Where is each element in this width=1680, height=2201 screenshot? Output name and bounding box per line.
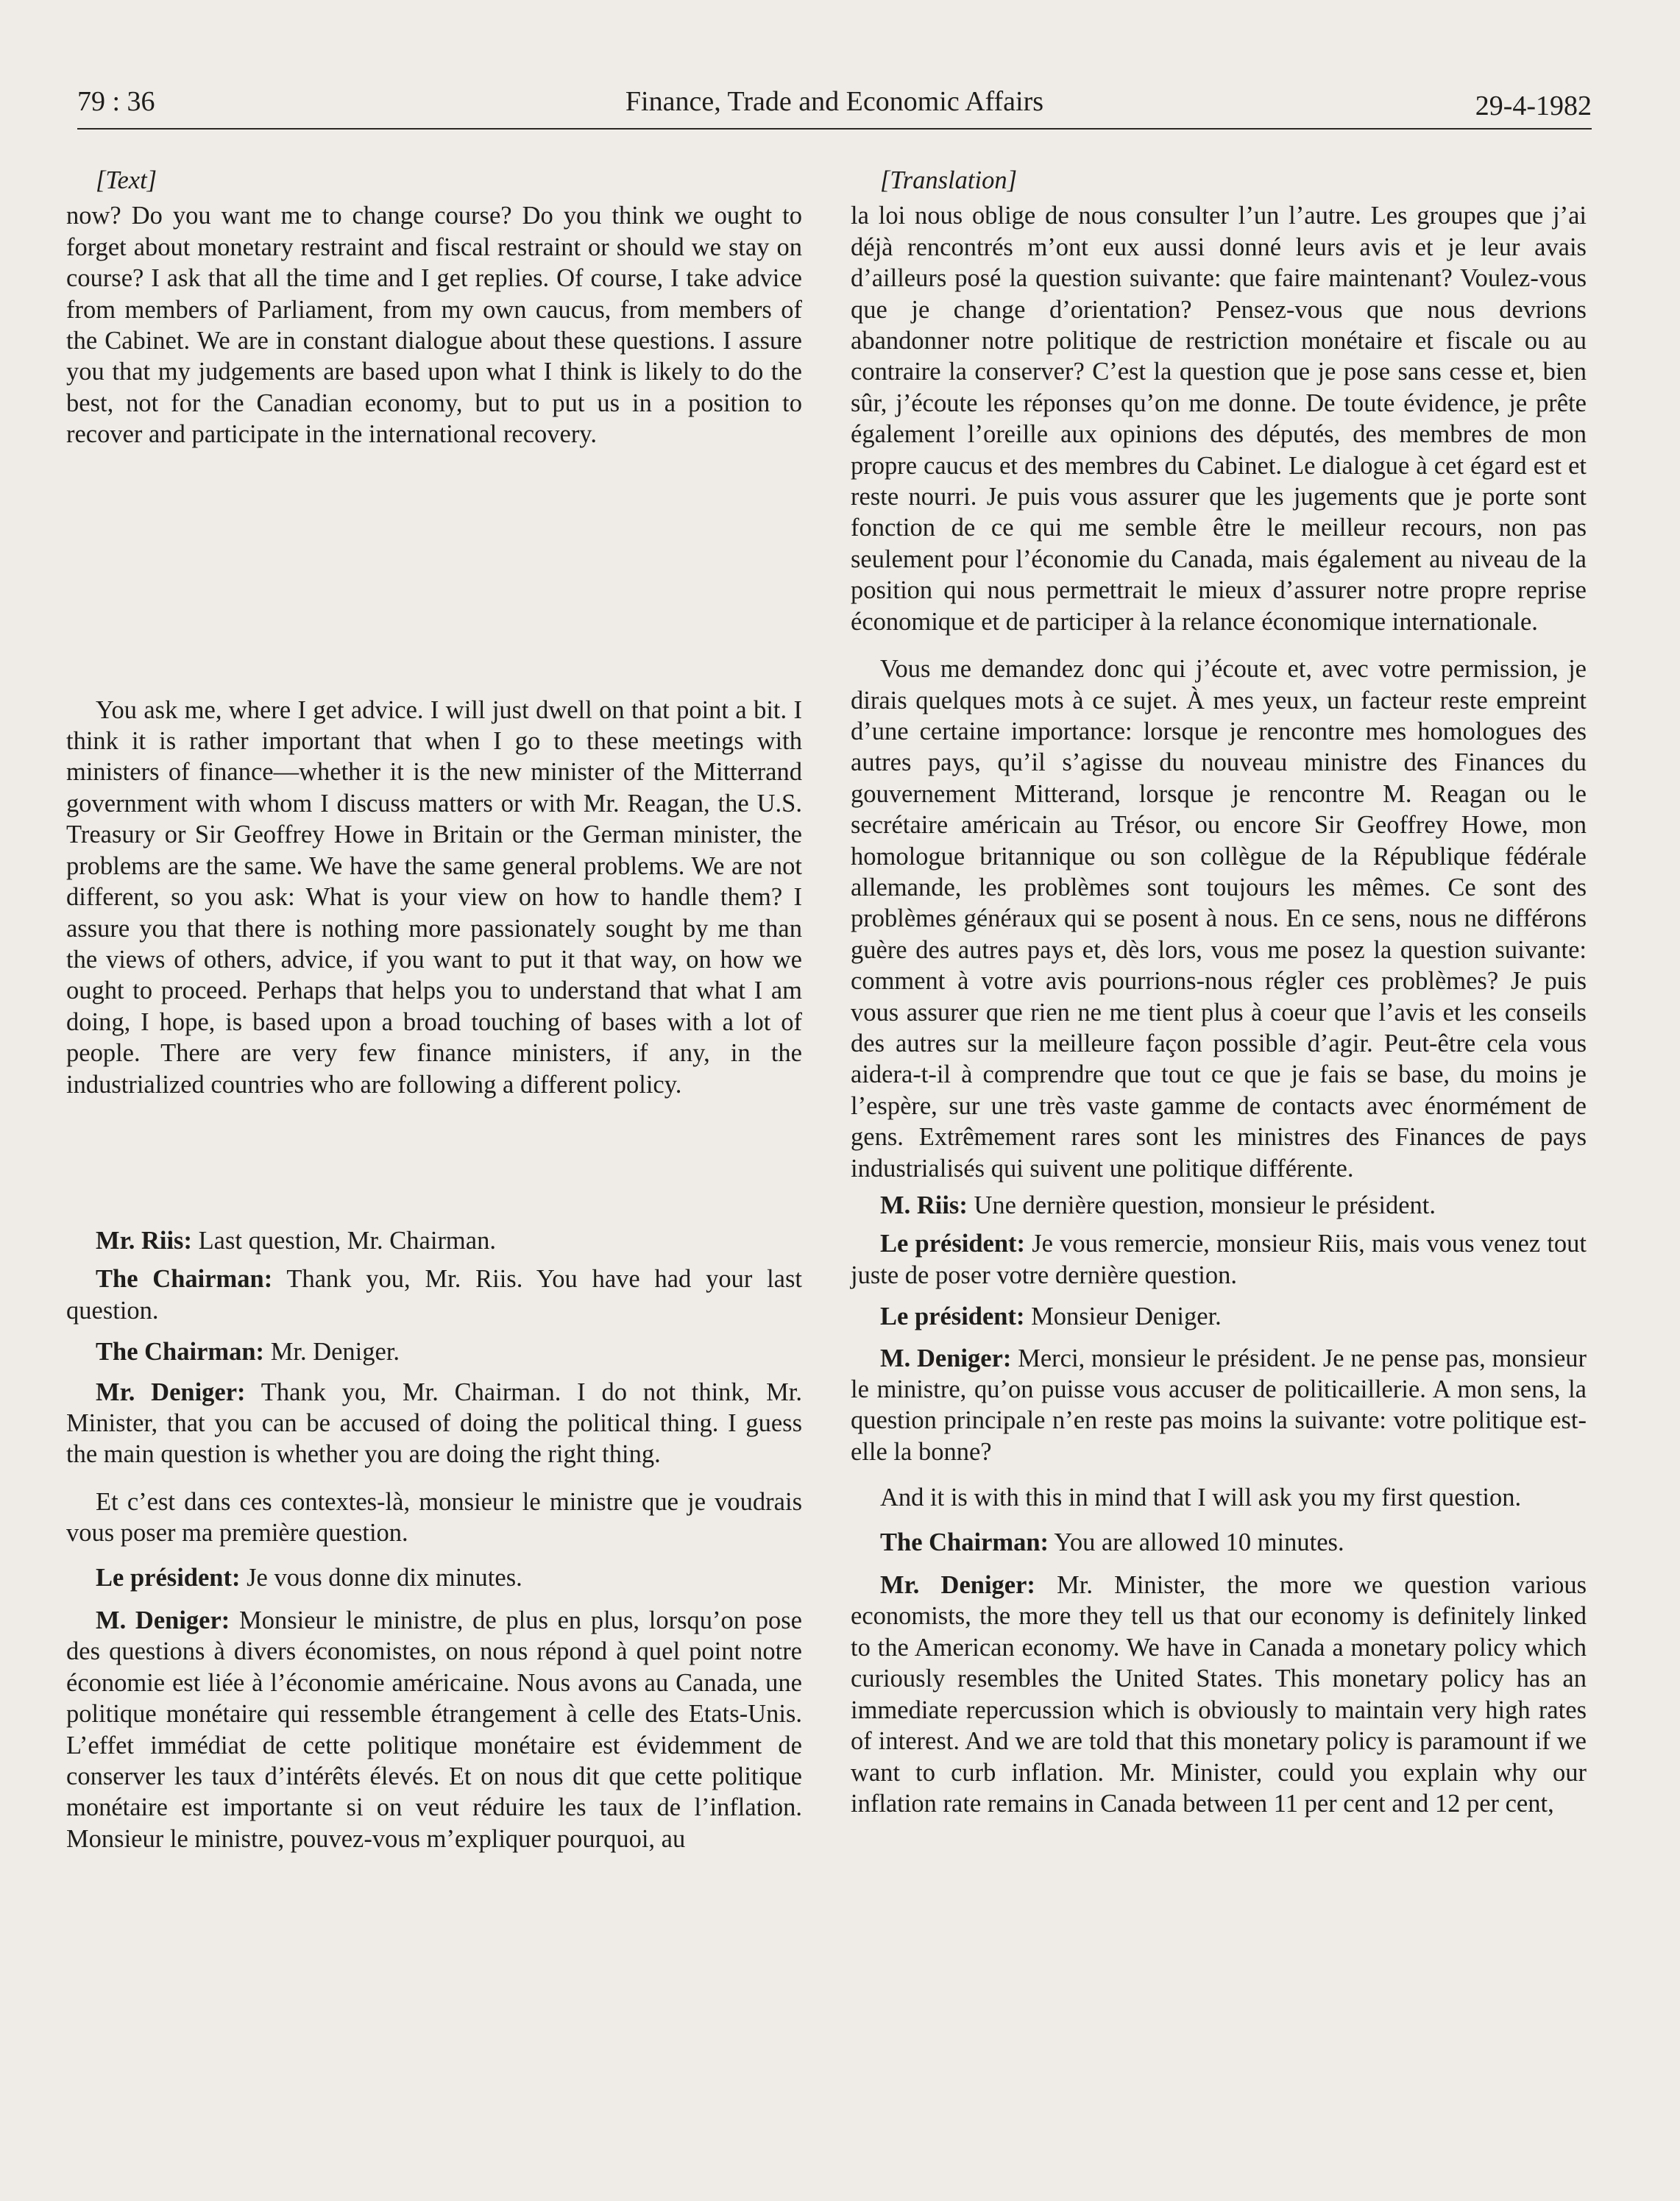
speech-text: Mr. Deniger. bbox=[264, 1338, 400, 1367]
speech-text: You are allowed 10 minutes. bbox=[1049, 1528, 1344, 1556]
speech bbox=[851, 1343, 1587, 1468]
speech bbox=[66, 1605, 802, 1854]
speech-text: Thank you, Mr. Riis. You have had your last question. bbox=[66, 1265, 802, 1325]
speaker-name: Le président: bbox=[880, 1230, 1026, 1258]
paragraph: Vous me demandez donc qui j’écoute et, avec votre permission, je dirais quelques mots à ce sujet. À mes yeux, un facteur reste empreint d’une certaine importance: lorsque je rencontre mes homologues des autres pays, qu’il s’agisse du nouveau ministre des Finances du gouvernement Mitterand, lorsque je rencontre M. Reagan ou le secrétaire américain au Trésor, ou encore Sir Geoffrey Howe, mon homologue britannique ou son collègue de la République fédérale allemande, les problèmes sont toujours les mêmes. Ce sont des problèmes généraux qui se posent à nous. En ce sens, nous ne différons guère des autres pays et, dès lors, vous me posez la question suivante: comment à votre avis pourrions-nous régler ces problèmes? Je puis vous assurer que rien ne me tient plus à coeur que l’avis et les conseils des autres sur la meilleure façon possible d’agir. Peut-être cela vous aidera-t-il à comprendre que tout ce que je fais se base, du moins je l’espère, sur une très vaste gamme de contacts avec énormément de gens. Extrêmement rares sont les ministres des Finances de pays industrialisés qui suivent une politique différente. bbox=[851, 655, 1587, 1183]
paragraph: now? Do you want me to change course? Do you think we ought to forget about monetary restraint and fiscal restraint or should we stay on course? I ask that all the time and I get replies. Of course, I take advice from members of Parliament, from my own caucus, from members of the Cabinet. We are in constant dialogue about these questions. I assure you that my judgements are based upon what I think is likely to do the best, not for the Canadian economy, but to put us in a position to recover and participate in the international recovery. bbox=[66, 202, 802, 449]
running-title: Finance, Trade and Economic Affairs bbox=[625, 86, 1044, 117]
speaker-name: M. Riis: bbox=[880, 1191, 968, 1219]
speech bbox=[851, 1228, 1587, 1291]
speech bbox=[66, 1562, 802, 1593]
speech bbox=[66, 1263, 802, 1326]
speaker-name: M. Deniger: bbox=[96, 1606, 230, 1634]
speech bbox=[66, 1336, 802, 1367]
speech bbox=[851, 1190, 1587, 1221]
left-column bbox=[66, 165, 802, 1854]
speaker-name: The Chairman: bbox=[880, 1528, 1049, 1556]
speaker-name: Le président: bbox=[96, 1563, 241, 1592]
speech-text: Mr. Minister, the more we question various economists, the more they tell us that our economy is definitely linked to the American economy. We have in Canada a monetary policy which curiously resembles the United States. This monetary policy has an immediate repercussion which is obviously to maintain very high rates of interest. And we are told that this monetary policy is paramount if we want to curb inflation. Mr. Minister, could you explain why our inflation rate remains in Canada between 11 per cent and 12 per cent, bbox=[851, 1571, 1587, 1818]
speech-text: Last question, Mr. Chairman. bbox=[191, 1226, 496, 1255]
speaker-name: Mr. Deniger: bbox=[880, 1571, 1035, 1600]
language-label: [Translation] bbox=[880, 166, 1017, 194]
speech bbox=[851, 1301, 1587, 1332]
speech-text: Merci, monsieur le président. Je ne pense pas, monsieur le ministre, qu’on puisse vous accuser de politicaillerie. A mon sens, la question principale n’en reste pas moins la suivante: votre politique est-elle la bonne? bbox=[851, 1344, 1587, 1466]
speech-text: Monsieur le ministre, de plus en plus, lorsqu’on pose des questions à divers économistes, on nous répond à quel point notre économie est liée à l’économie américaine. Nous avons au Canada, une politique monétaire qui ressemble étrangement à celle des Etats-Unis. L’effet immédiat de cette politique monétaire est évidemment de conserver les taux d’intérêts élevés. Et on nous dit que cette politique monétaire est importante si on veut réduire les taux de l’inflation. Monsieur le ministre, pouvez-vous m’expliquer pourquoi, au bbox=[66, 1606, 802, 1853]
paragraph: You ask me, where I get advice. I will just dwell on that point a bit. I think it is rather important that when I go to these meetings with ministers of finance—whether it is the new minister of the Mitterrand government with whom I discuss matters or with Mr. Reagan, the U.S. Treasury or Sir Geoffrey Howe in Britain or the German minister, the problems are the same. We have the same general problems. We are not different, so you ask: What is your view on how to handle them? I assure you that there is nothing more passionately sought by me than the views of others, advice, if you want to put it that way, on how we ought to proceed. Perhaps that helps you to understand that what I am doing, I hope, is based upon a broad touching of bases with a lot of people. There are very few finance ministers, if any, in the industrialized countries who are following a different policy. bbox=[66, 695, 802, 1099]
paragraph: la loi nous oblige de nous consulter l’un l’autre. Les groupes que j’ai déjà rencontrés m’ont eux aussi donné leurs avis et je leur avais d’ailleurs posé la question suivante: que faire maintenant? Voulez-vous que je change d’orientation? Pensez-vous que nous devrions abandonner notre politique de restriction monétaire et fiscale ou au contraire la conserver? C’est la question que je pose sans cesse et, bien sûr, j’écoute les réponses qu’on me donne. De toute évidence, je prête également l’oreille aux opinions des députés, des membres de mon propre caucus et des membres du Cabinet. Le dialogue à cet égard est et reste nourri. Je puis vous assurer que les jugements que je porte sont fonction de ce qui me semble être le meilleur recours, non pas seulement pour l’économie du Canada, mais également au niveau de la position qui nous permettrait le mieux d’assurer notre propre reprise économique et de participer à la relance économique internationale. bbox=[851, 202, 1587, 636]
speech-text: Une dernière question, monsieur le président. bbox=[967, 1191, 1436, 1219]
speaker-name: Le président: bbox=[880, 1302, 1025, 1331]
speech-text: Je vous remercie, monsieur Riis, mais vous venez tout juste de poser votre dernière question. bbox=[851, 1230, 1587, 1289]
speech bbox=[66, 1225, 802, 1256]
speaker-name: The Chairman: bbox=[96, 1338, 265, 1367]
language-label: [Text] bbox=[96, 166, 157, 194]
speech-text: Thank you, Mr. Chairman. I do not think, Mr. Minister, that you can be accused of doing the political thing. I guess the main question is whether you are doing the right thing. bbox=[66, 1378, 803, 1469]
speech bbox=[851, 1570, 1587, 1819]
page-header bbox=[77, 82, 1592, 130]
speaker-name: M. Deniger: bbox=[880, 1344, 1012, 1372]
speech-text: Je vous donne dix minutes. bbox=[240, 1563, 522, 1592]
speech bbox=[66, 1377, 802, 1470]
speaker-name: The Chairman: bbox=[96, 1265, 273, 1294]
speech bbox=[851, 1527, 1587, 1558]
speech-text: Monsieur Deniger. bbox=[1024, 1302, 1222, 1331]
paragraph: Et c’est dans ces contextes-là, monsieur le ministre que je voudrais vous poser ma première question. bbox=[66, 1487, 802, 1548]
right-column bbox=[851, 165, 1587, 1819]
speaker-name: Mr. Deniger: bbox=[96, 1378, 246, 1406]
page-number: 79 : 36 bbox=[77, 86, 155, 117]
paragraph: And it is with this in mind that I will ask you my first question. bbox=[880, 1484, 1522, 1512]
page-date: 29-4-1982 bbox=[1475, 91, 1592, 121]
speaker-name: Mr. Riis: bbox=[96, 1226, 192, 1255]
